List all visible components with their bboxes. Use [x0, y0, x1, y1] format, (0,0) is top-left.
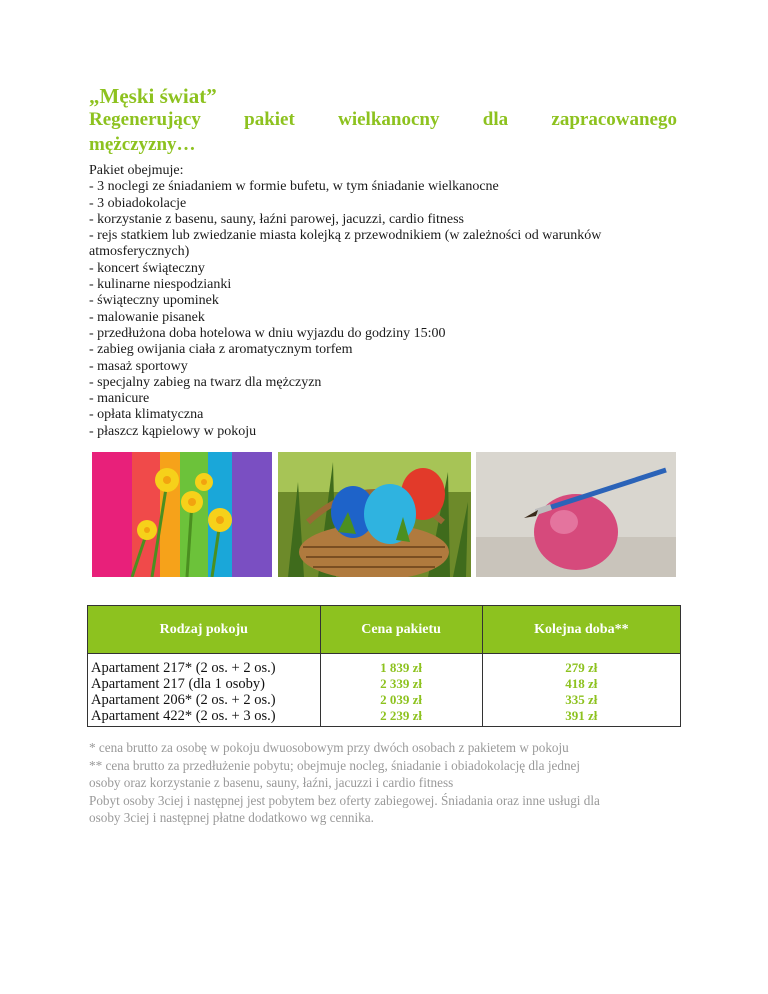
- includes-item: - manicure: [89, 391, 150, 407]
- package-price: 2 339 zł: [380, 676, 423, 691]
- subtitle-word: zapracowanego: [551, 109, 677, 130]
- next-night-price: 418 zł: [565, 676, 598, 691]
- footnotes: [89, 739, 679, 827]
- next-night-price: 391 zł: [565, 708, 598, 723]
- includes-item: - korzystanie z basenu, sauny, łaźni parowej, jacuzzi, cardio fitness: [89, 211, 464, 227]
- includes-item: - 3 obiadokolacje: [89, 195, 187, 211]
- package-includes: [89, 163, 679, 440]
- includes-item: - malowanie pisanek: [89, 309, 205, 325]
- includes-heading: Pakiet obejmuje:: [89, 163, 184, 178]
- footnote: * cena brutto za osobę w pokoju dwuosobowym przy dwóch osobach z pakietem w pokoju: [89, 740, 569, 755]
- includes-item: - przedłużona doba hotelowa w dniu wyjazdu do godziny 15:00: [89, 325, 446, 341]
- header-package-price: Cena pakietu: [320, 606, 482, 654]
- header-next-night: Kolejna doba**: [482, 606, 680, 654]
- page-title: „Męski świat”: [89, 84, 217, 108]
- package-price: 1 839 zł: [380, 660, 423, 675]
- table-row-room: Apartament 206* (2 os. + 2 os.): [91, 692, 276, 708]
- daffodils-photo: [92, 452, 272, 577]
- next-night-price-list: [482, 658, 680, 727]
- subtitle-word: Regenerujący: [89, 109, 201, 130]
- subtitle-word: dla: [482, 109, 509, 130]
- package-price-list: [320, 658, 482, 727]
- photo-strip: [92, 452, 676, 577]
- table-row-room: Apartament 217 (dla 1 osoby): [91, 676, 265, 692]
- includes-item: - koncert świąteczny: [89, 260, 205, 276]
- footnote: osoby oraz korzystanie z basenu, sauny, łaźni, jacuzzi i cardio fitness: [89, 775, 454, 790]
- table-row-room: Apartament 217* (2 os. + 2 os.): [91, 660, 276, 676]
- footnote: ** cena brutto za przedłużenie pobytu; obejmuje nocleg, śniadanie i obiadokolację dla jednej: [89, 757, 581, 773]
- page-subtitle: [89, 107, 677, 157]
- package-price: 2 039 zł: [380, 692, 423, 707]
- table-row-room: Apartament 422* (2 os. + 3 os.): [91, 708, 276, 724]
- includes-item: atmosferycznych): [89, 244, 190, 260]
- header-room-type: Rodzaj pokoju: [88, 606, 321, 654]
- painted-egg-photo: [476, 452, 676, 577]
- includes-item: - specjalny zabieg na twarz dla mężczyzn: [89, 374, 322, 390]
- next-night-price: 279 zł: [565, 660, 598, 675]
- room-list: [88, 658, 321, 727]
- egg-basket-photo: [278, 452, 471, 577]
- includes-item: - 3 noclegi ze śniadaniem w formie bufetu, w tym śniadanie wielkanocne: [89, 179, 499, 195]
- price-table-body: [88, 658, 681, 727]
- price-table-header-row: [88, 606, 681, 654]
- includes-item: - kulinarne niespodzianki: [89, 277, 232, 293]
- includes-item: - masaż sportowy: [89, 358, 188, 374]
- includes-item: - rejs statkiem lub zwiedzanie miasta kolejką z przewodnikiem (w zależności od warunków: [89, 228, 602, 244]
- includes-item: - świąteczny upominek: [89, 293, 219, 309]
- includes-item: - zabieg owijania ciała z aromatycznym torfem: [89, 342, 353, 358]
- footnote: Pobyt osoby 3ciej i następnej jest pobytem bez oferty zabiegowej. Śniadania oraz inne usługi dla: [89, 792, 600, 808]
- includes-item: - opłata klimatyczna: [89, 407, 204, 423]
- includes-item: - płaszcz kąpielowy w pokoju: [89, 423, 257, 439]
- price-table: [87, 605, 681, 727]
- package-price: 2 239 zł: [380, 708, 423, 723]
- subtitle-word: wielkanocny: [338, 109, 440, 130]
- subtitle-line2: mężczyzny…: [89, 134, 196, 155]
- next-night-price: 335 zł: [565, 692, 598, 707]
- footnote: osoby 3ciej i następnej płatne dodatkowo wg cennika.: [89, 810, 374, 825]
- subtitle-word: pakiet: [244, 109, 295, 130]
